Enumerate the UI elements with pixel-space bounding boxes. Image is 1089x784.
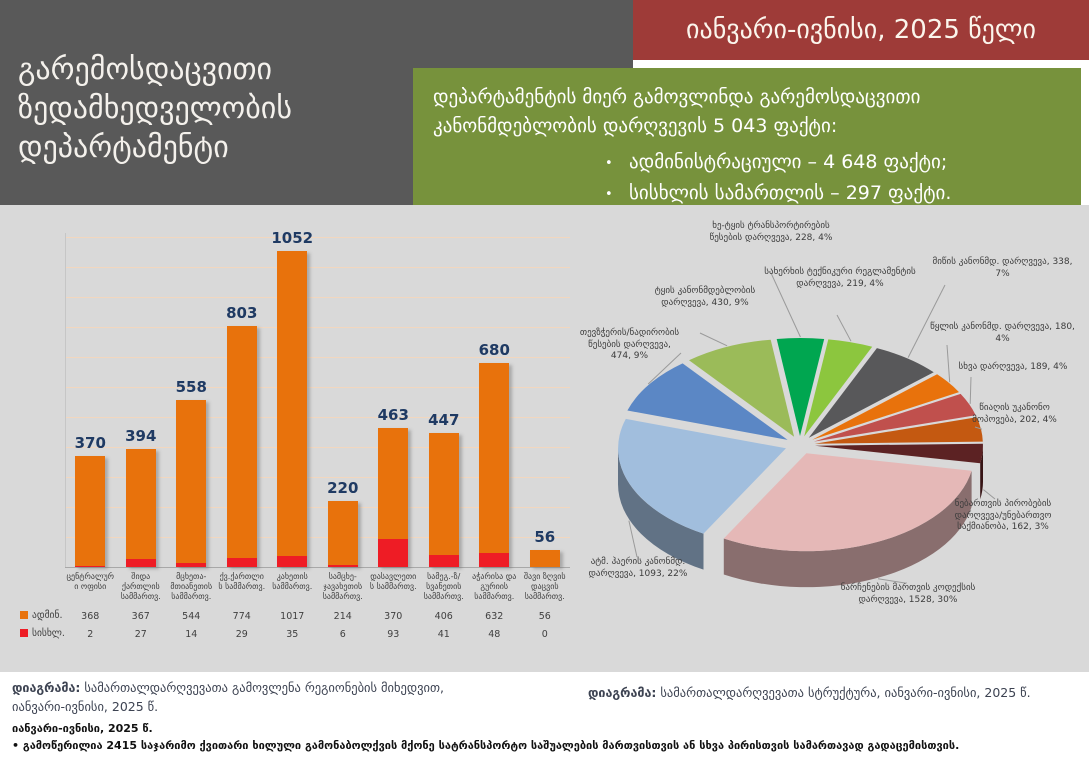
summary-box (413, 68, 1081, 205)
bar-value-label: 463 (377, 406, 409, 425)
pie-slice-label: სხვა დარღვევა, 189, 4% (958, 362, 1068, 372)
caption-text: სამართალდარღვევათა სტრუქტურა, იანვარი-ივნისი, 2025 წ. (656, 685, 1031, 700)
pie-leader-line (947, 345, 950, 382)
bar-value-label: 803 (226, 304, 258, 323)
bar-segment-criminal (126, 559, 156, 567)
bar-segment-criminal (479, 553, 509, 567)
table-cell-admin: 56 (538, 611, 551, 622)
bar-category-label: აჭარისა და გურიის სამმართვ. (472, 572, 517, 601)
bar (227, 326, 257, 567)
bar (530, 550, 560, 567)
bar-segment-criminal (328, 565, 358, 567)
table-cell-criminal: 41 (437, 629, 450, 640)
summary-bullet-list (601, 147, 1081, 209)
x-axis-line (65, 567, 570, 568)
bar-segment-criminal (227, 558, 257, 567)
pie-leader-line (970, 377, 971, 404)
bar-category-label: სამეგ.-ზ/სვანეთის სამმართვ. (423, 572, 464, 601)
page-title-line: დეპარტამენტი (18, 130, 229, 165)
caption-label: დიაგრამა: (588, 685, 657, 700)
bar-category-label: მცხეთა-მთიანეთის სამმართვ. (170, 572, 213, 601)
pie-chart-caption (588, 685, 1088, 700)
table-cell-criminal: 35 (286, 629, 299, 640)
legend-label: სისხლ. (32, 628, 65, 639)
table-cell-admin: 632 (485, 611, 504, 622)
pie-slice-label: წყლის კანონმდ. დარღვევა, 180, 4% (930, 322, 1075, 344)
table-cell-criminal: 93 (387, 629, 400, 640)
table-cell-criminal: 29 (235, 629, 248, 640)
summary-bullet-criminal: • სისხლის სამართლის – 297 ფაქტი. (601, 178, 1081, 209)
y-axis-line (65, 233, 66, 567)
legend-label: ადმინ. (32, 610, 63, 621)
table-cell-criminal: 27 (134, 629, 147, 640)
table-cell-admin: 367 (131, 611, 150, 622)
table-cell-admin: 214 (333, 611, 352, 622)
pie-slice-label: წიაღის უკანონო მოპოვება, 202, 4% (972, 403, 1057, 425)
page-title (18, 50, 292, 167)
pie-slice-label: ხე-ტყის ტრანსპორტირების წესების დარღვევა, 228, 4% (709, 221, 833, 243)
regions-bar-chart (0, 205, 575, 672)
table-cell-admin: 1017 (280, 611, 305, 622)
legend-item (20, 610, 62, 621)
table-cell-admin: 774 (232, 611, 251, 622)
table-cell-admin: 368 (81, 611, 100, 622)
bar-chart-caption (12, 678, 482, 716)
page-title-line: ზედამხედველობის (18, 91, 292, 126)
bar-category-label: კახეთის სამმართვ. (272, 572, 313, 591)
bar (378, 428, 408, 567)
footnote-title: იანვარი-ივნისი, 2025 წ. (12, 722, 153, 735)
table-cell-admin: 544 (182, 611, 201, 622)
page-title-line: გარემოსდაცვითი (18, 52, 273, 87)
caption-label: დიაგრამა: (12, 680, 81, 695)
bar (75, 456, 105, 567)
pie-leader-line (983, 490, 995, 499)
caption-text: სამართალდარღვევათა გამოვლენა რეგიონების მიხედვით, იანვარი-ივნისი, 2025 წ. (12, 680, 444, 714)
pie-slice-label: ტყის კანონმდებლობის დარღვევა, 430, 9% (654, 286, 756, 308)
table-cell-criminal: 14 (185, 629, 198, 640)
bar-value-label: 394 (125, 426, 157, 445)
bar-value-label: 1052 (271, 229, 314, 248)
bar-value-label: 220 (327, 479, 359, 497)
bar-category-label: შიდა ქართლის სამმართვ. (120, 572, 161, 601)
legend-swatch-icon (20, 611, 28, 619)
charts-band (0, 205, 1089, 672)
table-cell-criminal: 48 (488, 629, 501, 640)
pie-leader-line (700, 333, 727, 346)
bar-segment-criminal (429, 555, 459, 567)
table-cell-criminal: 2 (87, 629, 94, 640)
summary-bullet-admin: • ადმინისტრაციული – 4 648 ფაქტი; (601, 147, 1081, 178)
bar (277, 251, 307, 567)
bar-category-label: ქვ.ქართლის სამმართვ. (218, 572, 266, 591)
bar-category-label: სამცხე-ჯავახეთის სამმართვ. (322, 572, 363, 601)
gridline (65, 297, 570, 298)
bar-segment-criminal (378, 539, 408, 567)
table-cell-admin: 406 (434, 611, 453, 622)
table-cell-criminal: 6 (339, 629, 346, 640)
bar-category-label: ცენტრალური ოფისი (66, 572, 115, 591)
bar-value-label: 370 (74, 434, 106, 452)
pie-slice-label: ატმ. ჰაერის კანონმდ. დარღვევა, 1093, 22% (588, 557, 688, 579)
summary-intro: დეპარტამენტის მიერ გამოვლინდა გარემოსდაცვითი კანონმდებლობის დარღვევის 5 043 ფაქტი: (433, 86, 921, 137)
gridline (65, 327, 570, 328)
pie-leader-line (837, 315, 851, 341)
period-banner-text: იანვარი-ივნისი, 2025 წელი (686, 15, 1036, 45)
bar-segment-criminal (176, 563, 206, 567)
bar (126, 449, 156, 567)
bar (429, 433, 459, 567)
legend-swatch-icon (20, 629, 28, 637)
bar (328, 501, 358, 567)
bar (176, 400, 206, 567)
legend-item (20, 628, 65, 639)
bar-segment-criminal (75, 566, 105, 567)
table-cell-admin: 370 (384, 611, 403, 622)
footnote-body: • გამოწერილია 2415 საჯარიმო ქვითარი ხილული გამონაბოლქვის მქონე სატრანსპორტო საშუალების მართვისთვის ან სხვა პირისთვის სამართავად გადაცემისთვის. (12, 739, 960, 752)
bar-category-label: დასავლეთის სამმართვ. (369, 572, 417, 591)
bar-value-label: 558 (175, 377, 207, 396)
pie-slice-label: სახერხის ტექნიკური რეგლამენტის დარღვევა, 219, 4% (764, 267, 916, 289)
pie-slice-label: მიწის კანონმდ. დარღვევა, 338, 7% (932, 257, 1073, 279)
bar-category-label: შავი ზღვის დაცვის სამმართვ. (523, 572, 566, 601)
violations-pie-chart (575, 205, 1089, 672)
pie-slice-label: თევზჭერის/ნადირობის წესების დარღვევა, 474, 9% (579, 328, 680, 361)
gridline (65, 267, 570, 268)
bar (479, 363, 509, 567)
table-cell-criminal: 0 (541, 629, 548, 640)
pie-slice-label: ნარჩენების მართვის კოდექსის დარღვევა, 1528, 30% (840, 583, 976, 605)
period-banner (633, 0, 1089, 60)
bar-value-label: 680 (478, 341, 510, 359)
bar-value-label: 447 (428, 410, 460, 429)
bar-value-label: 56 (534, 528, 556, 547)
pie-slice-label: ნებართვის პირობების დარღვევა/უნებართვო საქმიანობა, 162, 3% (954, 499, 1052, 532)
bar-segment-criminal (277, 556, 307, 567)
